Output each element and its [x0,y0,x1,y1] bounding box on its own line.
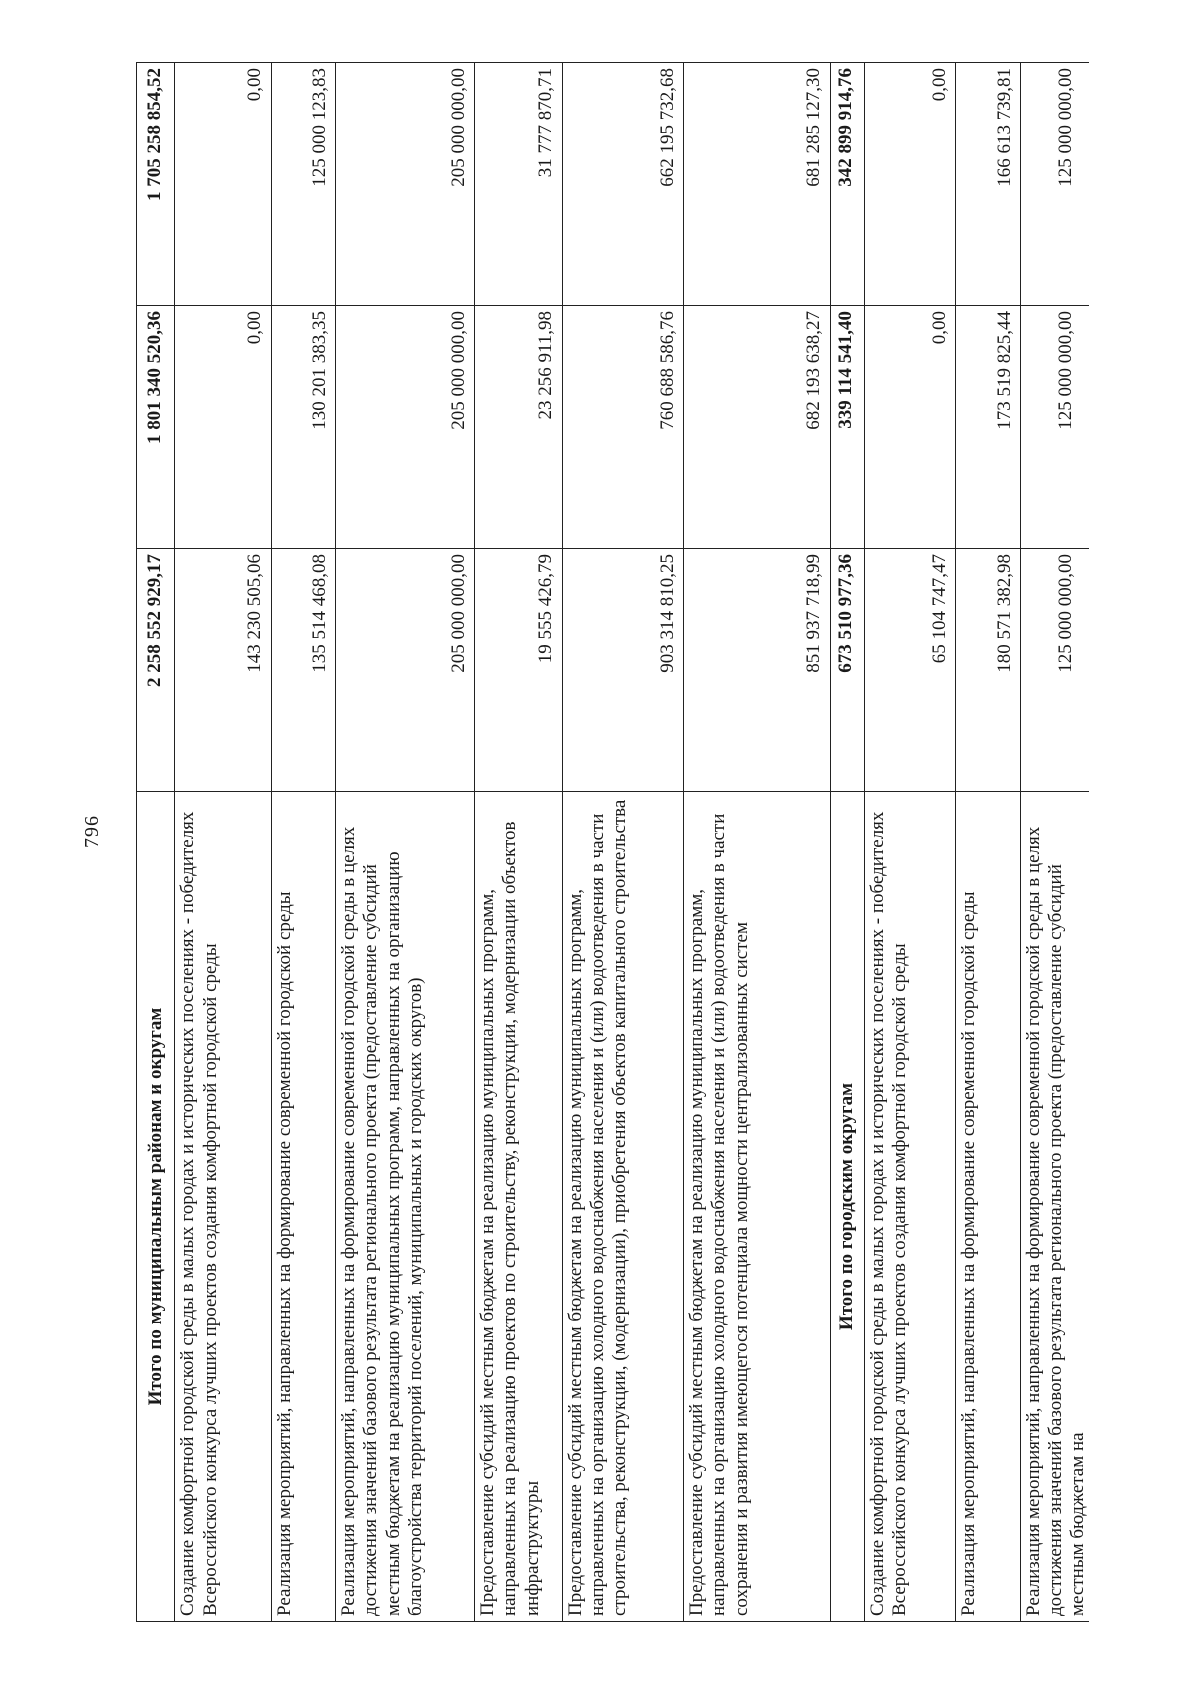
row-value-1: 205 000 000,00 [336,549,475,792]
row-value-3: 31 777 870,71 [475,63,563,306]
budget-table [136,62,1089,1622]
table-row [175,63,271,1622]
row-name: Реализация мероприятий, направленных на формирование современной городской среды в целях достижения значений базового результата регионального проекта (предоставление субсидий местным бюджетам на реализацию муниципальных программ, направленных на организацию благоустройства территорий поселений, муниципальных и городских округов) [336,792,475,1622]
row-name-text: Реализация мероприятий, направленных на формирование современной городской среды в целях достижения значений базового результата регионального проекта (предоставление субсидий местным бюджетам на [1023,826,1089,1616]
row-value-2: 1 801 340 520,36 [137,306,175,549]
row-name: Предоставление субсидий местным бюджетам на реализацию муниципальных программ, направленных на реализацию проектов по строительству, реконструкции, модернизации объектов инфраструктуры [475,792,563,1622]
table-row [336,63,475,1622]
row-value-1: 135 514 468,08 [271,549,336,792]
row-value-1: 125 000 000,00 [1021,549,1089,792]
row-value-2: 205 000 000,00 [336,306,475,549]
table-row [864,63,956,1622]
row-value-1: 903 314 810,25 [562,549,683,792]
row-value-3: 125 000 000,00 [1021,63,1089,306]
row-value-3: 662 195 732,68 [562,63,683,306]
row-value-1: 673 510 977,36 [830,549,864,792]
row-value-2: 339 114 541,40 [830,306,864,549]
row-value-2: 125 000 000,00 [1021,306,1089,549]
row-value-3: 1 705 258 854,52 [137,63,175,306]
row-value-2: 23 256 911,98 [475,306,563,549]
table-row [684,63,831,1622]
row-name: Создание комфортной городской среды в малых городах и исторических поселениях - победителях Всероссийского конкурса лучших проектов создания комфортной городской среды [175,792,271,1622]
row-value-2: 682 193 638,27 [684,306,831,549]
row-name: Реализация мероприятий, направленных на формирование современной городской среды [956,792,1021,1622]
row-name: Итого по муниципальным районам и округам [137,792,175,1622]
row-value-3: 0,00 [175,63,271,306]
row-value-3: 125 000 123,83 [271,63,336,306]
table-row-total-urban [830,63,864,1622]
row-value-1: 2 258 552 929,17 [137,549,175,792]
row-value-3: 0,00 [864,63,956,306]
row-value-2: 0,00 [864,306,956,549]
row-value-2: 0,00 [175,306,271,549]
row-value-3: 681 285 127,30 [684,63,831,306]
row-value-1: 143 230 505,06 [175,549,271,792]
row-value-3: 342 899 914,76 [830,63,864,306]
table-row-total-municipal [137,63,175,1622]
row-value-3: 166 613 739,81 [956,63,1021,306]
table-row [1021,63,1089,1622]
row-value-2: 130 201 383,35 [271,306,336,549]
row-value-2: 173 519 825,44 [956,306,1021,549]
row-name: Итого по городским округам [830,792,864,1622]
row-value-1: 851 937 718,99 [684,549,831,792]
row-name [1021,792,1089,1622]
table-row [271,63,336,1622]
row-name: Предоставление субсидий местным бюджетам на реализацию муниципальных программ, направленных на организацию холодного водоснабжения населения и (или) водоотведения в части сохранения и развития имеющегося потенциала мощности централизованных систем [684,792,831,1622]
table-row [562,63,683,1622]
table-row [475,63,563,1622]
row-value-3: 205 000 000,00 [336,63,475,306]
row-name: Создание комфортной городской среды в малых городах и исторических поселениях - победителях Всероссийского конкурса лучших проектов создания комфортной городской среды [864,792,956,1622]
rotated-table-container [136,62,1089,1622]
row-name: Предоставление субсидий местным бюджетам на реализацию муниципальных программ, направленных на организацию холодного водоснабжения населения и (или) водоотведения в части строительства, реконструкции, (модернизации), приобретения объектов капитального строительства [562,792,683,1622]
row-name: Реализация мероприятий, направленных на формирование современной городской среды [271,792,336,1622]
row-value-1: 19 555 426,79 [475,549,563,792]
page-number: 796 [81,815,103,848]
row-value-1: 180 571 382,98 [956,549,1021,792]
table-row [956,63,1021,1622]
row-value-2: 760 688 586,76 [562,306,683,549]
row-value-1: 65 104 747,47 [864,549,956,792]
